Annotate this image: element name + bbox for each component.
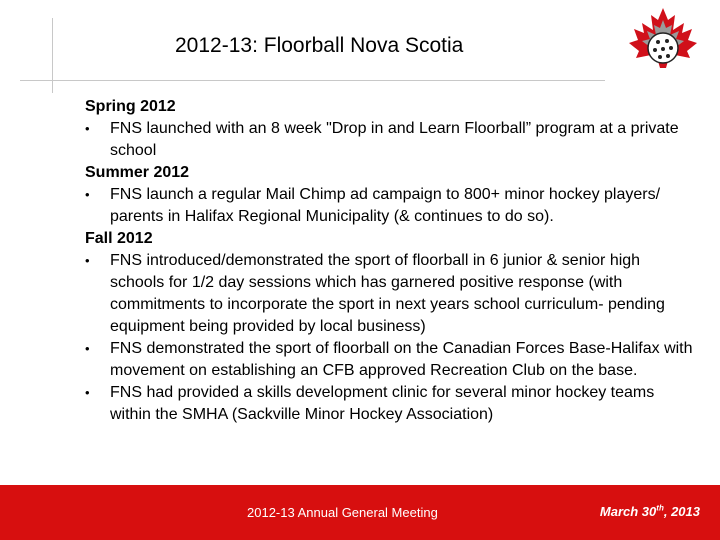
bullet-item [85, 184, 695, 228]
bullet-item [85, 118, 695, 162]
bullet-item [85, 382, 695, 426]
bullet-glyph: • [85, 253, 90, 268]
decorative-vertical-line [52, 18, 53, 93]
footer-date-main: March 30 [599, 504, 657, 519]
bullet-glyph: • [85, 385, 90, 400]
bullet-glyph: • [85, 187, 90, 202]
floorball-maple-leaf-logo-icon [618, 6, 708, 76]
decorative-horizontal-line [20, 80, 605, 81]
footer-date [600, 504, 700, 520]
footer-meeting-title: 2012-13 Annual General Meeting [247, 505, 438, 520]
slide-body [85, 96, 695, 426]
bullet-text: FNS launched with an 8 week "Drop in and Learn Floorball” program at a private school [110, 120, 679, 159]
footer-bar [0, 485, 720, 540]
bullet-glyph: • [85, 121, 90, 136]
bullet-glyph: • [85, 341, 90, 356]
footer-date-year: , 2013 [663, 504, 700, 519]
section-heading-summer: Summer 2012 [85, 164, 190, 181]
bullet-text: FNS launch a regular Mail Chimp ad campaign to 800+ minor hockey players/ parents in Halifax Regional Municipality (& continues to do so). [110, 186, 661, 225]
footer-date-suffix: th [656, 503, 664, 513]
bullet-text: FNS introduced/demonstrated the sport of floorball in 6 junior & senior high schools for 1/2 day sessions which has garnered positive response (with commitments to incorporate the sport in next years school curriculum- pending equipment being provided by local business) [110, 252, 665, 335]
bullet-text: FNS demonstrated the sport of floorball on the Canadian Forces Base-Halifax with movement on establishing an CFB approved Recreation Club on the base. [110, 340, 693, 379]
bullet-text: FNS had provided a skills development clinic for several minor hockey teams within the SMHA (Sackville Minor Hockey Association) [110, 384, 655, 423]
section-heading-fall: Fall 2012 [85, 230, 153, 247]
bullet-item [85, 338, 695, 382]
bullet-item [85, 250, 695, 338]
slide-title: 2012-13: Floorball Nova Scotia [175, 34, 464, 57]
section-heading-spring: Spring 2012 [85, 98, 176, 115]
